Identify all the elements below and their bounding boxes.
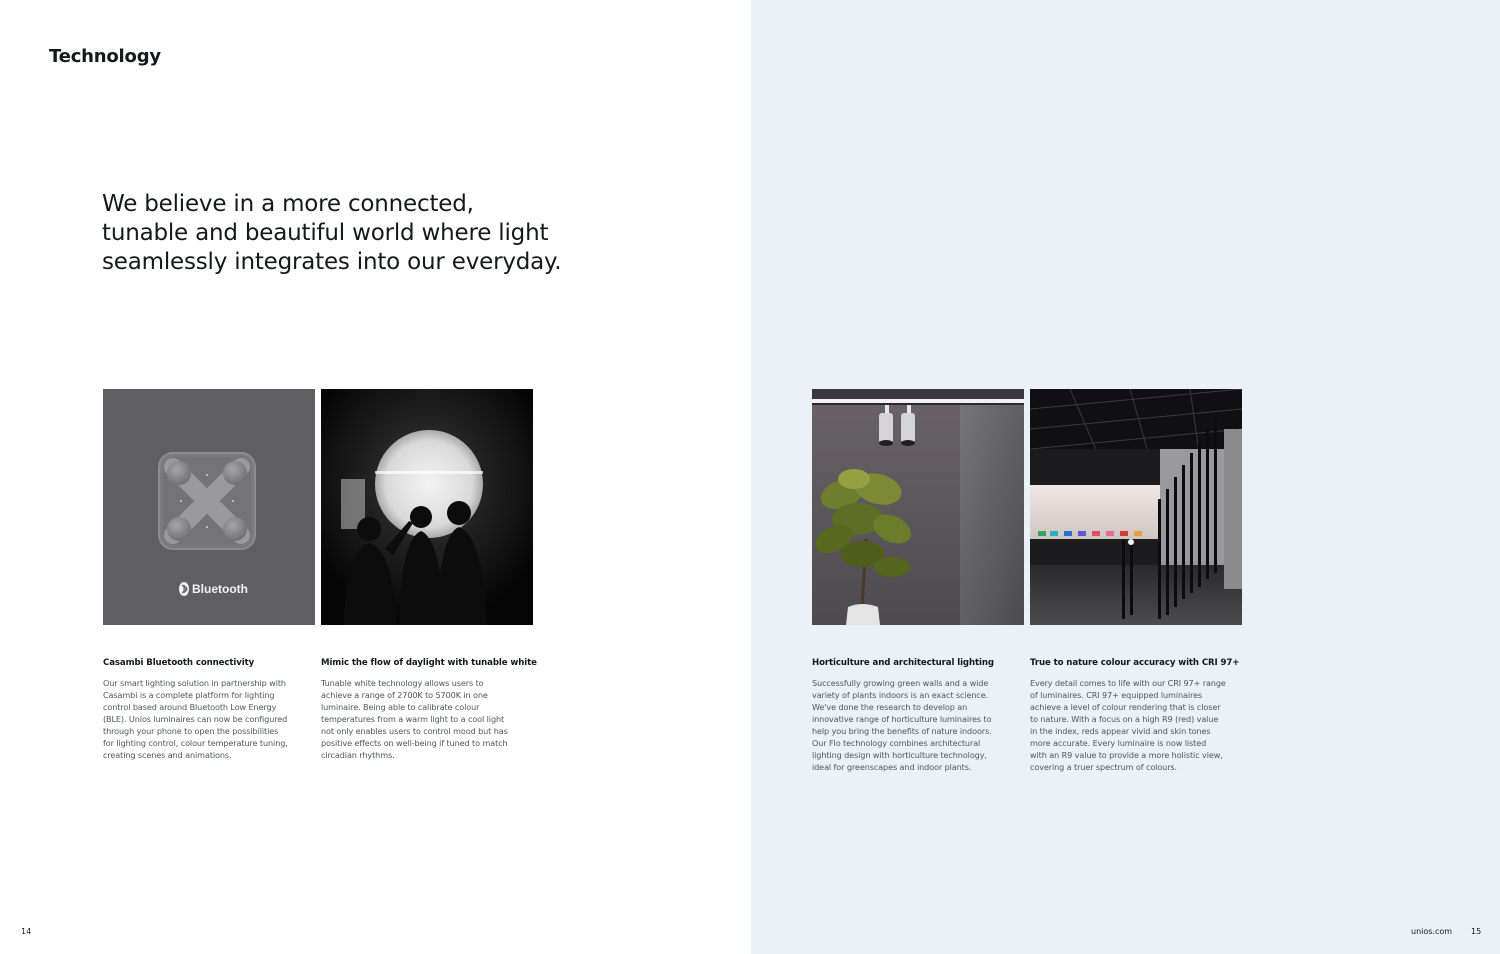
headline-line: tunable and beautiful world where light — [102, 220, 549, 246]
tunable-white-image — [321, 389, 533, 625]
card-body: Successfully growing green walls and a wide variety of plants indoors is an exact science. We've done the research to develop an innovative range of horticulture luminaires to help you bring the benefits of nature indoors. Our Flo technology combines architectural lighting design with horticulture technology, ideal for greenscapes and indoor plants. — [812, 678, 992, 772]
card-body: Our smart lighting solution in partnership with Casambi is a complete platform for lighting control based around Bluetooth Low Energy (BLE). Unios luminaires can now be configured through your phone to open the possibilities for lighting control, colour temperature tuning, creating scenes and animations. — [103, 678, 288, 760]
card-title: Mimic the flow of daylight with tunable white — [321, 658, 537, 668]
plant-with-spotlights-illustration — [812, 389, 1024, 625]
website-url[interactable]: unios.com — [1411, 927, 1453, 936]
bluetooth-controller-illustration — [103, 389, 315, 625]
bluetooth-icon — [179, 582, 189, 596]
feature-card-cri — [1030, 389, 1242, 773]
horticulture-image — [812, 389, 1024, 625]
cri-showroom-image — [1030, 389, 1242, 625]
feature-card-tunable-white — [321, 389, 537, 761]
headline-line: We believe in a more connected, — [102, 191, 474, 217]
headline — [102, 190, 572, 277]
card-title: Casambi Bluetooth connectivity — [103, 658, 255, 668]
card-title: True to nature colour accuracy with CRI 97+ — [1030, 658, 1240, 668]
headline-line: seamlessly integrates into our everyday. — [102, 249, 562, 275]
card-title: Horticulture and architectural lighting — [812, 658, 994, 668]
feature-card-bluetooth — [103, 389, 315, 761]
page-number-right: 15 — [1471, 927, 1482, 936]
feature-card-horticulture — [812, 389, 1024, 773]
silhouettes — [343, 501, 487, 625]
showroom-illustration — [1030, 389, 1242, 625]
bluetooth-controller-image — [103, 389, 315, 625]
section-title: Technology — [49, 46, 161, 67]
bluetooth-logo-text: Bluetooth — [192, 582, 248, 596]
card-body: Every detail comes to life with our CRI 97+ range of luminaires. CRI 97+ equipped luminaires achieve a level of colour rendering that is closer to nature. With a focus on a high R9 (red) value in the index, reds appear vivid and skin tones more accurate. Every luminaire is now listed with an R9 value to provide a more holistic view, covering a truer spectrum of colours. — [1030, 678, 1226, 772]
circular-light-illustration — [321, 389, 533, 625]
card-body: Tunable white technology allows users to achieve a range of 2700K to 5700K in one luminaire. Being able to calibrate colour temperatures from a warm light to a cool light not only enables users to control mood but has positive effects on well-being if tuned to match circadian rhythms. — [321, 678, 508, 760]
page-number-left: 14 — [21, 927, 32, 936]
